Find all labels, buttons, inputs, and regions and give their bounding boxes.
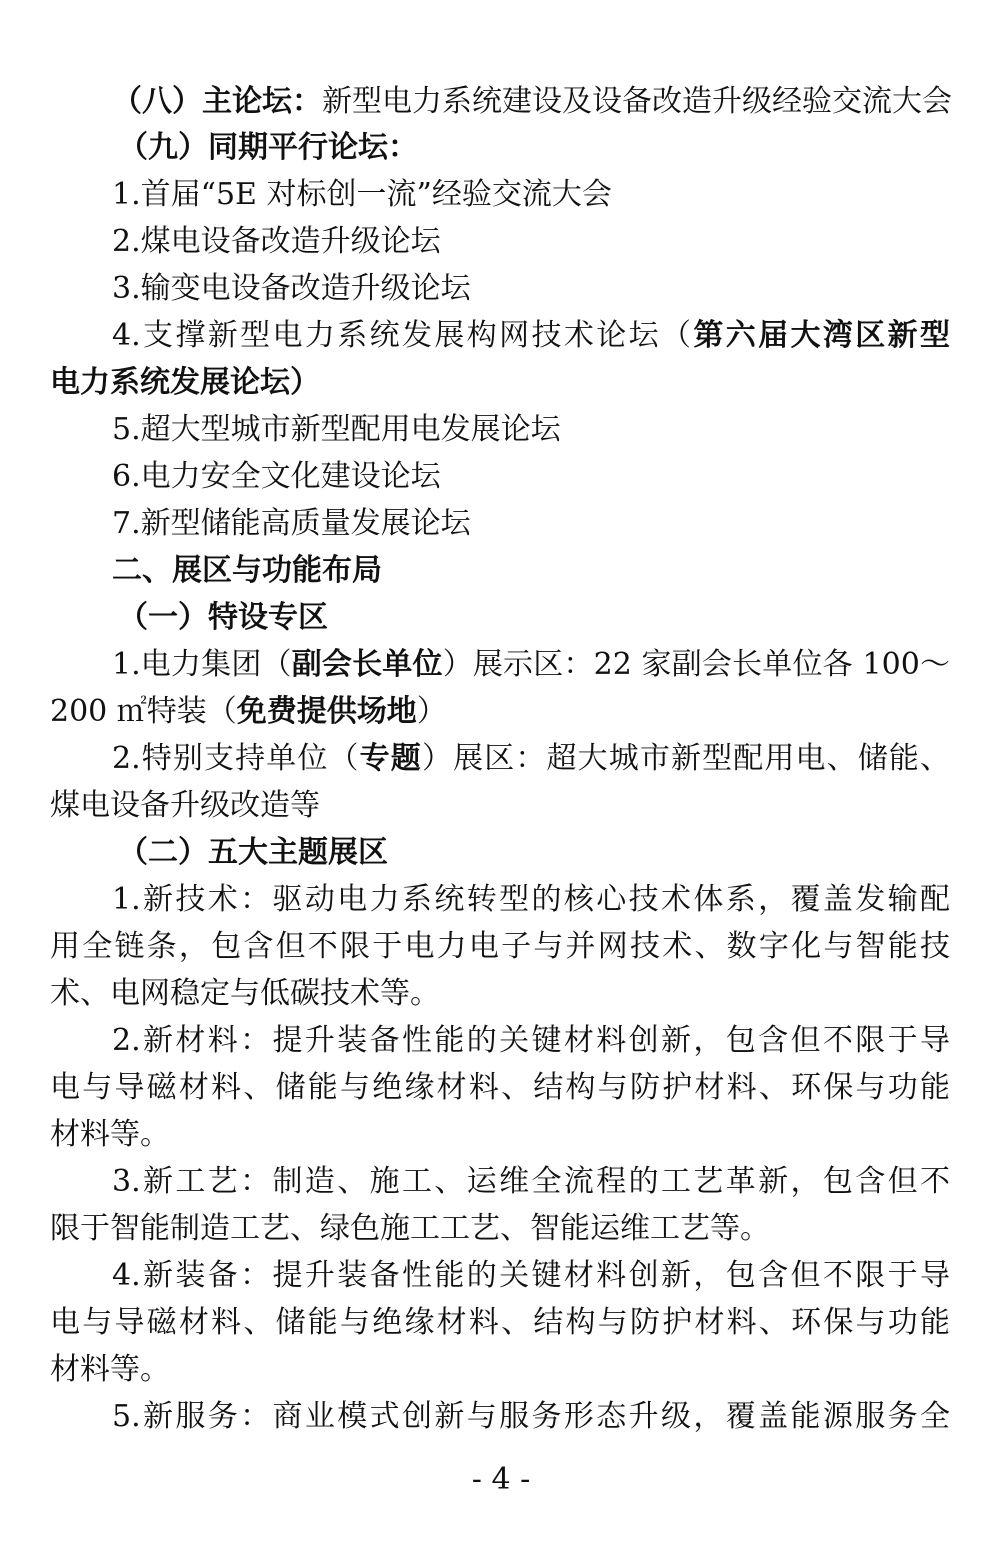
parallel-forums-label: （九）同期平行论坛： [118,130,418,165]
paragraph-line [50,1115,950,1155]
list-item [112,739,950,779]
paragraph-text: 2.新材料：提升装备性能的关键材料创新，包含但不限于导 [112,1023,950,1058]
list-item-text: ）展区：超大城市新型配用电、储能、 [421,741,951,776]
list-item-text: 7.新型储能高质量发展论坛 [112,506,471,541]
paragraph-text: 电与导磁材料、储能与绝缘材料、结构与防护材料、环保与功能 [50,1305,950,1340]
paragraph-text: 4.新装备：提升装备性能的关键材料创新，包含但不限于导 [112,1258,950,1293]
main-forum-title: 新型电力系统建设及设备改造升级经验交流大会 [322,84,952,119]
list-item [112,504,950,544]
list-item-continuation [50,692,950,732]
list-item-continuation [50,363,950,403]
list-item-text: 5.超大型城市新型配用电发展论坛 [112,412,561,447]
list-item [112,410,950,450]
paragraph-text: 限于智能制造工艺、绿色施工工艺、智能运维工艺等。 [50,1211,770,1246]
list-item-text: 1.首届“5E 对标创一流”经验交流大会 [112,177,612,212]
section-heading-text: 二、展区与功能布局 [112,553,382,588]
paragraph-line [112,1162,950,1202]
paragraph-text: 电与导磁材料、储能与绝缘材料、结构与防护材料、环保与功能 [50,1070,950,1105]
list-item [112,175,950,215]
list-item-text: 3.输变电设备改造升级论坛 [112,271,471,306]
subsection-heading-text: （二）五大主题展区 [118,835,388,870]
list-item-emphasis: 电力系统发展论坛） [50,365,320,400]
paragraph-line [112,1256,950,1296]
list-item-text: 煤电设备升级改造等 [50,788,320,823]
paragraph-line [112,1021,950,1061]
paragraph-text: 材料等。 [50,1352,170,1387]
paragraph-text: 材料等。 [50,1117,170,1152]
paragraph-line [112,880,950,920]
list-item-continuation [50,786,950,826]
list-item-text: 2.煤电设备改造升级论坛 [112,224,441,259]
page-number: - 4 - [471,1462,531,1497]
list-item-text: 6.电力安全文化建设论坛 [112,459,441,494]
list-item [112,316,950,356]
list-item [112,457,950,497]
list-item-emphasis: 第六届大湾区新型 [693,318,950,353]
paragraph-line [50,927,950,967]
section-heading [112,551,950,591]
heading-parallel-forums [118,128,950,168]
list-item-text: 4.支撑新型电力系统发展构网技术论坛（ [112,318,694,353]
list-item-emphasis: 副会长单位 [291,647,443,682]
paragraph-text: 1.新技术：驱动电力系统转型的核心技术体系，覆盖发输配 [112,882,950,917]
paragraph-text: 5.新服务：商业模式创新与服务形态升级，覆盖能源服务全 [112,1399,950,1434]
list-item-text: ）展示区：22 家副会长单位各 100～ [442,647,950,682]
list-item-text: 1.电力集团（ [112,647,292,682]
paragraph-line [50,1303,950,1343]
list-item-emphasis: 免费提供场地 [236,694,417,729]
paragraph-line [50,1350,950,1390]
list-item-text: 2.特别支持单位（ [112,741,360,776]
subsection-heading-text: （一）特设专区 [118,600,328,635]
paragraph-text: 用全链条，包含但不限于电力电子与并网技术、数字化与智能技 [50,929,950,964]
paragraph-line [50,1068,950,1108]
paragraph-text: 术、电网稳定与低碳技术等。 [50,976,440,1011]
main-forum-label: （八）主论坛： [112,84,322,119]
list-item-emphasis: 专题 [359,741,422,776]
heading-main-forum [112,82,950,122]
paragraph-line [50,974,950,1014]
list-item-text: 200 ㎡特装（ [50,694,237,729]
paragraph-line [112,1397,950,1437]
list-item [112,222,950,262]
subsection-heading [118,598,950,638]
list-item-text: ） [416,694,447,729]
paragraph-text: 3.新工艺：制造、施工、运维全流程的工艺革新，包含但不 [112,1164,950,1199]
list-item [112,645,950,685]
subsection-heading [118,833,950,873]
paragraph-line [50,1209,950,1249]
list-item [112,269,950,309]
